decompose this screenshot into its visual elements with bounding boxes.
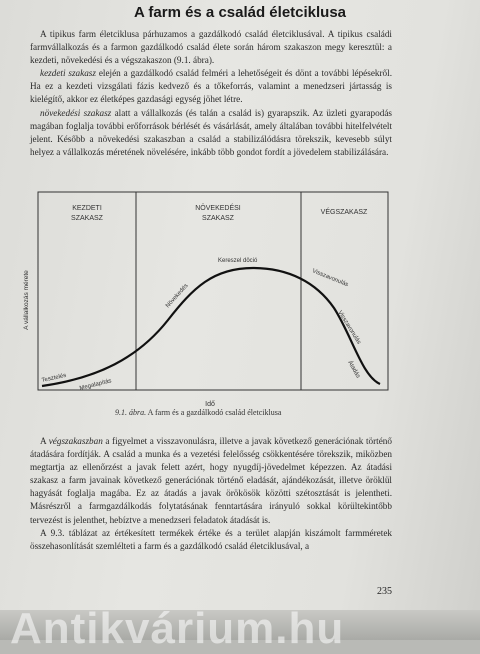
paragraph-4: A végszakaszban a figyelmet a visszavonulásra, illetve a javak következő generációnak történő átadására fordítják. A család a munka és a vezetési felelősség csökkentésére törekszik, miközben megtartja az ellenőrzést a javak felett azért, hogy nyugdíj-jövedelmet képezzen. Az átadási szakasz a farm javainak következő generációnak történő eladását, ajándékozását, illetve öröklül hagyását foglalja magába. Ez az átadás a javak örökösök közötti szétosztását is jelentheti. Másrészről a farmgazdálkodás folytatásának fenntartására irányuló sokkal körültekintőbb tervezést is jelenthet, hebíztve a menedzseri feladatok átadását is. [30, 436, 392, 525]
label-megalapitas: Megalapítás [79, 378, 113, 392]
phase-end-label: VÉGSZAKASZ [320, 209, 368, 216]
page-title: A farm és a család életciklusa [133, 4, 347, 21]
lifecycle-figure [18, 190, 398, 420]
y-axis-label: A vállalkozás mérete [23, 270, 30, 330]
body-text-2 [30, 435, 392, 553]
figure-caption: 9.1. ábra. A farm és a gazdálkodó család életciklusa [115, 408, 282, 417]
intro-text [30, 28, 392, 159]
term-novekedesi: növekedési szakasz [40, 107, 112, 118]
paragraph-1: A tipikus farm életciklusa párhuzamos a gazdálkodó család életciklusával. A tipikus családi farmvállalkozás és a farmon gazdálkodó család élete során három szakaszon megy keresztül: a kezdeti, növekedési és a végszakaszon (9.1. ábra). [30, 29, 392, 66]
phase-growth-line1: NÖVEKEDÉSI [195, 205, 241, 212]
label-atadas: Átadás [346, 360, 361, 380]
lifecycle-curve [42, 268, 380, 386]
phase-early-line2: SZAKASZ [71, 215, 103, 222]
x-axis-label: Idő [205, 401, 215, 408]
page-number: 235 [377, 586, 392, 597]
paragraph-3: növekedési szakasz alatt a vállalkozás (és talán a család is) gyarapszik. Az üzleti gyarapodás magában foglalja további erőforrások bérlését és vásárlását, amely általában további hitelfelvételt jelent. Később a növekedési szakaszban a család a stabilizálódásra törekszik, kevesebb súlyt helyez a vállalkozás méretének növelésére, inkább több gondot fordít a jövedelem stabilizálására. [30, 107, 392, 157]
term-kezdeti: kezdeti szakasz [40, 68, 96, 79]
label-novekedes: Növekedés [165, 283, 190, 310]
label-visszavonulas-2: Visszavonulás [336, 309, 362, 346]
term-vegszakasz: végszakaszban [48, 436, 103, 446]
label-visszavonulas: Visszavonulás [311, 268, 349, 289]
phase-growth-line2: SZAKASZ [202, 215, 234, 222]
watermark: Antikvárium.hu [10, 604, 345, 653]
phase-early-line1: KEZDETI [72, 205, 102, 212]
label-tesztel: Tesztelés [41, 372, 67, 384]
paragraph-5: A 9.3. táblázat az értékesített termékek értéke és a terület alapján kiszámolt farmméretek összehasonlítását szemlélteti a farm és a gazdálkodó család életciklusával, a [30, 527, 392, 551]
label-kiterjesztes: Kereszel döció [218, 258, 258, 264]
paragraph-2: kezdeti szakasz elején a gazdálkodó család felméri a lehetőségeit és dönt a további lépésekről. Ha ez a kezdeti vizsgálati fázis kedvező és a tőkeforrás, valamint a menedzseri jártasság is kielégítő, akkor ez életképes gazdasági egység jöhet létre. [30, 68, 392, 105]
